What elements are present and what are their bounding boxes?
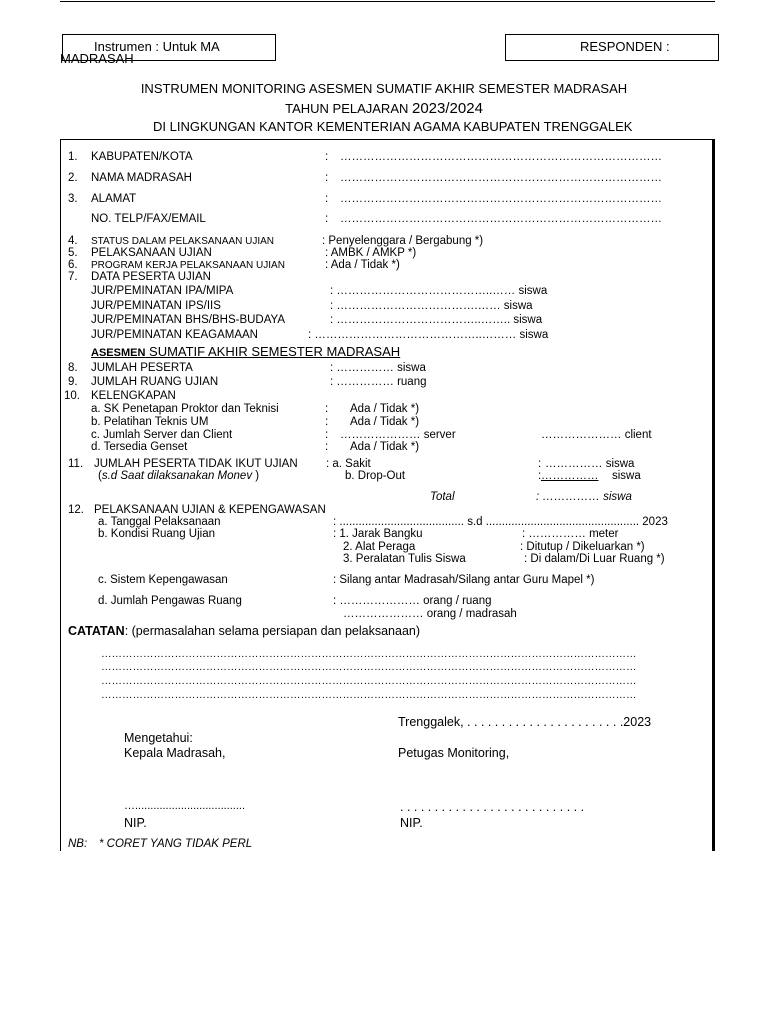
peminatan-value[interactable]: : ………………………………..…….. siswa [330,314,543,326]
program-kerja-label: PROGRAM KERJA PELAKSANAAN UJIAN [91,260,285,271]
item-number: 7. [68,271,78,283]
kelengkapan-row-value: Ada / Tidak *) [350,416,420,428]
doc-title-line3: DI LINGKUNGAN KANTOR KEMENTERIAN AGAMA KABUPATEN TRENGGALEK [153,119,633,134]
sistem-label: c. Sistem Kepengawasan [98,574,228,586]
peminatan-value[interactable]: : ……………………………………..……… siswa [308,329,549,341]
kabupaten-label: KABUPATEN/KOTA [91,151,193,163]
total-label: Total [430,491,455,503]
item-number: 8. [68,362,78,374]
sakit-value[interactable]: …………… siswa [545,458,635,470]
kondisi-row-left: : 1. Jarak Bangku [333,528,423,540]
place-date: Trenggalek, . . . . . . . . . . . . . . . . . . . . . . .2023 [398,715,652,729]
colon: : [325,416,329,428]
peminatan-label: JUR/PEMINATAN IPS/IIS [91,300,221,312]
jumlah-ruang-label: JUMLAH RUANG UJIAN [91,376,219,388]
catatan-heading [68,624,420,638]
peminatan-value[interactable]: : ……………………………….…… siswa [330,300,533,312]
kelengkapan-row-label: c. Jumlah Server dan Client [91,429,233,441]
item-number: 5. [68,247,78,259]
item-number: 4. [68,235,78,247]
catatan-line[interactable]: ……………………………………………………………………………………………………………………………………… [101,675,637,687]
title-year: 2023/2024 [412,100,483,117]
jumlah-ruang-value[interactable]: : …………… ruang [330,376,427,388]
catatan-line[interactable]: ……………………………………………………………………………………………………………………………………… [101,689,637,701]
client-field[interactable]: ………………… client [541,429,652,441]
item-number: 1. [68,151,78,163]
petugas-signature-line[interactable]: . . . . . . . . . . . . . . . . . . . . . . . . . . . [400,800,585,814]
catatan-label: CATATAN [68,624,125,638]
telp-label: NO. TELP/FAX/EMAIL [91,213,206,225]
nb-text: * CORET YANG TIDAK PERL [99,838,253,850]
nama-madrasah-field[interactable]: ………………………………………………………………………… [340,172,662,184]
doc-title-line1: INSTRUMEN MONITORING ASESMEN SUMATIF AKHIR SEMESTER MADRASAH [140,81,628,96]
kelengkapan-row-value: Ada / Tidak *) [350,441,420,453]
kelengkapan-row-label: b. Pelatihan Teknis UM [91,416,209,428]
total-value[interactable]: : …………… siswa [536,491,632,503]
colon: : [325,151,329,163]
form-frame-right-border [712,139,715,851]
peminatan-label: JUR/PEMINATAN BHS/BHS-BUDAYA [91,314,286,326]
note-close: ) [252,470,260,482]
pengawas-label: d. Jumlah Pengawas Ruang [98,595,242,607]
item-number: 9. [68,376,78,388]
status-label: STATUS DALAM PELAKSANAAN UJIAN [91,236,275,247]
colon: : [325,441,329,453]
item-number: 3. [68,193,78,205]
jumlah-peserta-label: JUMLAH PESERTA [91,362,193,374]
instrument-label: Instrumen : Untuk MA [94,39,220,54]
nb-label: NB: [68,838,88,850]
data-peserta-label: DATA PESERTA UJIAN [91,271,211,283]
respondent-box [505,34,719,61]
note-rest: .d Saat dilaksanakan Monev [107,470,253,482]
kelengkapan-row-label: a. SK Penetapan Proktor dan Teknisi [91,403,279,415]
catatan-text: : (permasalahan selama persiapan dan pelaksanaan) [124,624,421,638]
kondisi-row-right: : Ditutup / Dikeluarkan *) [520,541,645,553]
kondisi-row-left: 2. Alat Peraga [343,541,416,553]
asesmen-rest: SUMATIF AKHIR SEMESTER MADRASAH [145,344,401,359]
asesmen-subheading [91,344,400,359]
colon: : [538,458,542,470]
catatan-line[interactable]: ……………………………………………………………………………………………………………………………………… [101,661,637,673]
pelaksanaan-value: : AMBK / AMKP *) [325,247,417,259]
kelengkapan-label: KELENGKAPAN [91,390,176,402]
title-year-prefix: TAHUN PELAJARAN [285,101,412,116]
tidak-ikut-label: JUMLAH PESERTA TIDAK IKUT UJIAN [94,458,298,470]
colon: : [325,172,329,184]
colon: : [325,213,329,225]
telp-field[interactable]: ………………………………………………………………………… [340,213,662,225]
item-number: 12. [68,504,84,516]
pelaksanaan-kepengawasan-label: PELAKSANAAN UJIAN & KEPENGAWASAN [94,504,326,516]
nip-left: NIP. [124,816,147,830]
kondisi-row-right[interactable]: : …………… meter [522,528,619,540]
monev-note [98,470,259,482]
top-rule [60,1,715,2]
nip-right: NIP. [400,816,423,830]
tanggal-value[interactable]: : ....................................... s.d ................................................ 2023 [333,516,668,528]
sakit-label: : a. Sakit [326,458,371,470]
jumlah-peserta-value[interactable]: : …………… siswa [330,362,426,374]
colon: : [325,193,329,205]
dropout-unit: siswa [612,470,641,482]
peminatan-label: JUR/PEMINATAN IPA/MIPA [91,285,234,297]
kondisi-row-right: : Di dalam/Di Luar Ruang *) [524,553,665,565]
kelengkapan-row-value: Ada / Tidak *) [350,403,420,415]
kabupaten-field[interactable]: ………………………………………………………………………… [340,151,662,163]
asesmen-prefix: ASESMEN [91,347,146,359]
colon: : [325,429,329,441]
alamat-label: ALAMAT [91,193,137,205]
item-number: 11. [68,458,84,470]
pengawas-value[interactable]: : ………………… orang / ruang [333,595,492,607]
status-value: : Penyelenggara / Bergabung *) [322,235,484,247]
peminatan-value[interactable]: : …………………………………..…… siswa [330,285,548,297]
pengawas-value2[interactable]: ………………… orang / madrasah [343,608,517,620]
nama-madrasah-label: NAMA MADRASAH [91,172,192,184]
kelengkapan-row-label: d. Tersedia Genset [91,441,188,453]
petugas-label: Petugas Monitoring, [398,746,510,760]
catatan-line[interactable]: ……………………………………………………………………………………………………………………………………… [101,648,637,660]
kepala-signature-line[interactable]: ….................................... [124,800,246,812]
alamat-field[interactable]: ………………………………………………………………………… [340,193,662,205]
instrument-overflow-text: MADRASAH [60,51,134,66]
peminatan-label: JUR/PEMINATAN KEAGAMAAN [91,329,258,341]
dropout-value[interactable]: …………… [541,470,599,482]
note-open: ( [98,470,102,482]
server-field[interactable]: ………………… server [340,429,456,441]
kepala-madrasah-label: Kepala Madrasah, [124,746,226,760]
mengetahui-label: Mengetahui: [124,731,193,745]
dropout-label: b. Drop-Out [345,470,406,482]
item-number: 6. [68,259,78,271]
respondent-label: RESPONDEN : [580,39,670,54]
tanggal-label: a. Tanggal Pelaksanaan [98,516,221,528]
item-number: 2. [68,172,78,184]
kondisi-label: b. Kondisi Ruang Ujian [98,528,215,540]
note-s: s [101,470,108,482]
colon: : [325,403,329,415]
colon: : [538,470,542,482]
item-number: 10. [64,390,80,402]
pelaksanaan-label: PELAKSANAAN UJIAN [91,247,212,259]
program-kerja-value: : Ada / Tidak *) [325,259,400,271]
sistem-value: : Silang antar Madrasah/Silang antar Guru Mapel *) [333,574,595,586]
doc-title-line2 [0,100,768,117]
kondisi-row-left: 3. Peralatan Tulis Siswa [343,553,466,565]
